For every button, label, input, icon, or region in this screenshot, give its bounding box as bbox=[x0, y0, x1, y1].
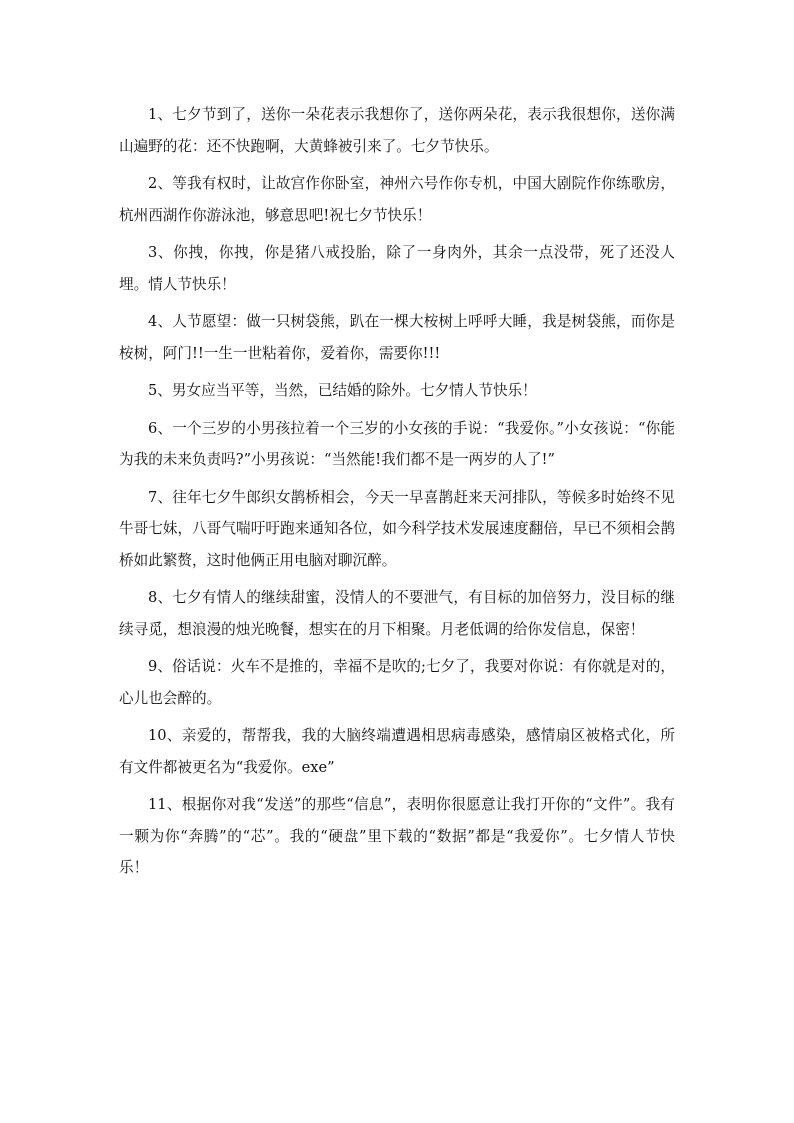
paragraph-6: 6、一个三岁的小男孩拉着一个三岁的小女孩的手说：“我爱你。”小女孩说：“你能为我的未来负责吗?”小男孩说：“当然能!我们都不是一两岁的人了!” bbox=[119, 419, 675, 468]
paragraph-9: 9、俗话说：火车不是推的，幸福不是吹的;七夕了，我要对你说：有你就是对的，心儿也会醉的。 bbox=[119, 658, 675, 707]
paragraph-5: 5、男女应当平等，当然，已结婚的除外。七夕情人节快乐！ bbox=[148, 382, 537, 399]
paragraph-11: 11、根据你对我“发送”的那些“信息”，表明你很愿意让我打开你的“文件”。我有一颗为你“奔腾”的“芯”。我的“硬盘”里下载的“数据”都是“我爱你”。七夕情人节快乐！ bbox=[119, 796, 675, 876]
paragraph-8: 8、七夕有情人的继续甜蜜，没情人的不要泄气，有目标的加倍努力，没目标的继续寻觅，想浪漫的烛光晚餐，想实在的月下相聚。月老低调的给你发信息，保密！ bbox=[119, 589, 675, 638]
paragraph-4: 4、人节愿望：做一只树袋熊，趴在一棵大桉树上呼呼大睡，我是树袋熊，而你是桉树，阿门!!一生一世粘着你，爱着你，需要你!!! bbox=[119, 313, 675, 362]
paragraph-10: 10、亲爱的，帮帮我，我的大脑终端遭遇相思病毒感染，感情扇区被格式化，所有文件都被更名为“我爱你。exe” bbox=[119, 727, 675, 776]
paragraph-1: 1、七夕节到了，送你一朵花表示我想你了，送你两朵花，表示我很想你，送你满山遍野的花：还不快跑啊，大黄蜂被引来了。七夕节快乐。 bbox=[119, 106, 675, 155]
paragraph-7: 7、往年七夕牛郎织女鹊桥相会，今天一早喜鹊赶来天河排队，等候多时始终不见牛哥七妹，八哥气喘吁吁跑来通知各位，如今科学技术发展速度翻倍，早已不须相会鹊桥如此繁赘，这时他俩正用电脑对聊沉醉。 bbox=[119, 488, 675, 569]
document-body bbox=[119, 99, 675, 890]
paragraph-3: 3、你拽，你拽，你是猪八戒投胎，除了一身肉外，其余一点没带，死了还没人埋。情人节快乐！ bbox=[119, 244, 675, 293]
paragraph-2: 2、等我有权时，让故宫作你卧室，神州六号作你专机，中国大剧院作你练歌房，杭州西湖作你游泳池，够意思吧!祝七夕节快乐！ bbox=[119, 175, 675, 224]
